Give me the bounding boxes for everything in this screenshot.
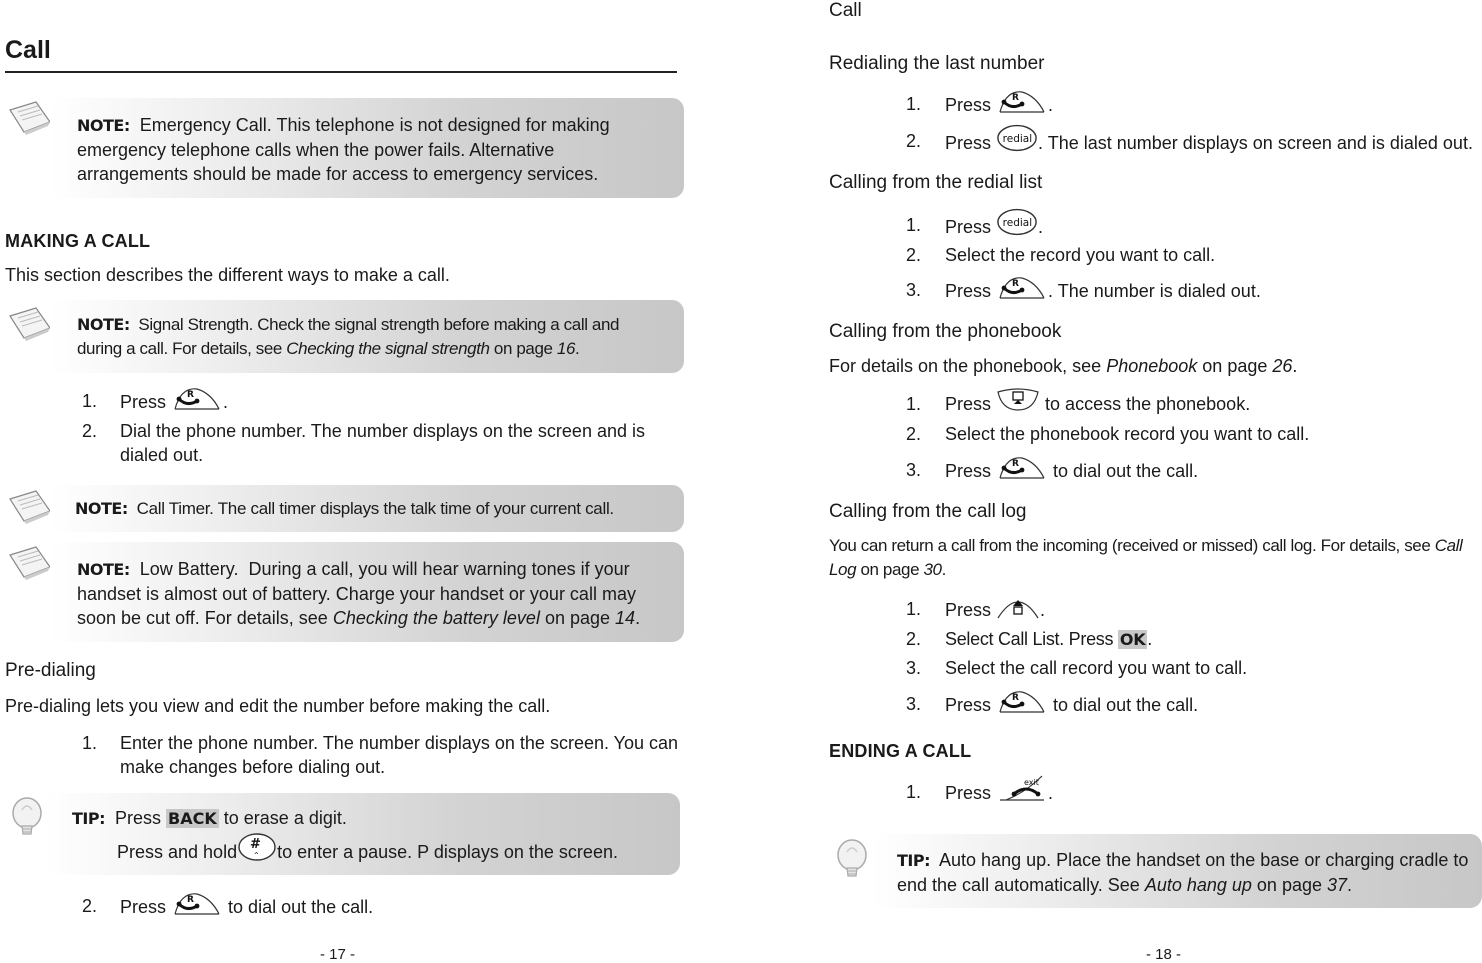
tip-body-b: on page: [1251, 875, 1327, 895]
step-after: .: [1048, 782, 1054, 803]
note-paper-icon: [6, 489, 52, 525]
intro-page: 26: [1272, 356, 1293, 376]
step-number: 2.: [82, 896, 98, 916]
step-text-a: Select: [945, 629, 998, 649]
step-number: 3.: [906, 694, 922, 714]
note-body: During a call, you will hear warning tones if your handset is almost out of battery. Charge your handset or your call may soon be cut off. For details, see: [77, 559, 636, 628]
intro-end: .: [941, 560, 946, 579]
step-after: to dial out the call.: [1053, 694, 1199, 715]
step-after: to dial out the call.: [228, 896, 374, 917]
step-number: 3.: [906, 280, 922, 300]
page-title: Call: [5, 36, 51, 64]
tip-rest: to erase a digit.: [223, 808, 347, 828]
lightbulb-icon: [835, 838, 869, 882]
step-after: . The last number displays on screen and is dialed out.: [1038, 132, 1473, 153]
step-press-phonebook: [945, 392, 1250, 417]
tip-term: Auto hang up: [939, 850, 1047, 870]
step-number: 2.: [82, 421, 98, 441]
step-select-call-list: [945, 627, 1152, 652]
tip-press: Press: [115, 808, 162, 828]
step-number: 2.: [906, 245, 922, 265]
hash-key-icon: [237, 832, 277, 862]
talk-key-icon: [996, 688, 1048, 716]
step-number: 1.: [906, 599, 922, 619]
step-select-phonebook-record: Select the phonebook record you want to call.: [945, 424, 1310, 444]
calllog-intro: [829, 534, 1479, 582]
note-term: Emergency Call.: [139, 115, 272, 135]
note-body-b: on page: [489, 339, 557, 358]
step-dial: Dial the phone number. The number displays on the screen and is dialed out.: [120, 421, 645, 465]
back-key-label: BACK: [168, 809, 217, 828]
intro-b: on page: [856, 560, 924, 579]
step-text: Press: [945, 782, 992, 803]
note-page: 14: [615, 608, 636, 628]
step-press-talk: [945, 692, 1198, 720]
making-intro: This section describes the different ways to make a call.: [5, 265, 450, 285]
talk-key-icon: [171, 890, 223, 918]
section-title-making-a-call: MAKING A CALL: [5, 231, 151, 251]
tip-body-a: . Place the handset on the base or charging cradle to end the call automatically. See: [897, 850, 1469, 895]
tip-end: .: [1347, 875, 1353, 895]
tip-line2-b: to enter a pause. P displays on the screen.: [277, 841, 618, 862]
step-text: Press: [945, 460, 992, 481]
note-end: .: [575, 339, 580, 358]
intro-end: .: [1292, 356, 1298, 376]
talk-key-icon: [996, 274, 1048, 302]
step-number: 1.: [906, 394, 922, 414]
step-text: Press: [945, 694, 992, 715]
step-after: . The number is dialed out.: [1048, 280, 1261, 301]
page-number: - 18 -: [1146, 946, 1182, 963]
intro-page: 30: [923, 560, 942, 579]
phonebook-intro: [829, 354, 1297, 378]
step-number: 1.: [906, 215, 922, 235]
step-press-nav-up: [945, 597, 1045, 625]
section-title-phonebook: Calling from the phonebook: [829, 321, 1062, 342]
note-paper-icon: [6, 545, 52, 581]
exit-key-icon: [996, 774, 1048, 802]
note-paper-icon: [6, 306, 52, 342]
note-label: NOTE:: [77, 315, 130, 334]
intro-a: For details on the phonebook, see: [829, 356, 1107, 376]
section-title-ending-a-call: ENDING A CALL: [829, 741, 972, 761]
section-title-call-log: Calling from the call log: [829, 501, 1027, 522]
redial-key-icon: [996, 207, 1038, 237]
running-header: Call: [829, 0, 862, 21]
talk-key-icon: [171, 385, 223, 413]
step-press-talk: [945, 458, 1198, 486]
note-label: NOTE:: [77, 116, 130, 135]
step-after: .: [223, 391, 229, 412]
note-timer: [75, 497, 675, 521]
title-divider: [5, 71, 677, 73]
step-number: 1.: [82, 733, 98, 753]
note-body: The call timer displays the talk time of your current call.: [217, 499, 614, 518]
step-press-exit: [945, 780, 1053, 808]
step-press-talk: [120, 389, 228, 417]
note-paper-icon: [6, 100, 52, 136]
step-select-record: Select the record you want to call.: [945, 245, 1216, 265]
note-emergency: [77, 113, 647, 186]
step-press-dial-out: [120, 894, 373, 922]
tip-label: TIP:: [72, 809, 105, 828]
intro-b: on page: [1197, 356, 1273, 376]
step-end: .: [1147, 629, 1152, 649]
intro-ref: Call Log: [829, 536, 1463, 579]
section-title-pre-dialing: Pre-dialing: [5, 660, 96, 681]
step-after: to access the phonebook.: [1045, 394, 1251, 414]
note-end: .: [635, 608, 641, 628]
talk-key-icon: [996, 454, 1048, 482]
step-number: 3.: [906, 658, 922, 678]
step-press-redial: [945, 129, 1482, 159]
redial-key-icon: [996, 123, 1038, 153]
note-signal: [77, 313, 667, 361]
menu-item-call-list: Call List: [997, 629, 1060, 649]
intro-a: You can return a call from the incoming (received or missed) call log. For details, see: [829, 536, 1435, 555]
phonebook-key-icon: [996, 388, 1040, 412]
step-text: Press: [945, 216, 992, 237]
section-title-redial-last: Redialing the last number: [829, 53, 1045, 74]
step-number: 2.: [906, 131, 922, 151]
step-text: Press: [120, 391, 167, 412]
tip-back-line2: [117, 838, 677, 868]
note-body: This telephone is not designed for making emergency telephone calls when the power fails. Alternative arrangements should be made for access to emergency services.: [77, 115, 610, 184]
tip-label: TIP:: [897, 851, 930, 870]
note-battery: [77, 557, 667, 630]
step-press-talk: [945, 278, 1261, 306]
note-body: . Check the signal strength before making a call and during a call. For details, see: [77, 315, 620, 358]
note-ref: Checking the signal strength: [286, 339, 490, 358]
step-select-call-record: Select the call record you want to call.: [945, 658, 1248, 678]
note-label: NOTE:: [77, 560, 130, 579]
step-text: Press: [945, 394, 992, 414]
step-number: 2.: [906, 424, 922, 444]
lightbulb-icon: [10, 796, 44, 840]
step-text: Press: [945, 94, 992, 115]
step-text: Press: [120, 896, 167, 917]
step-text: Press: [945, 280, 992, 301]
step-after: .: [1038, 216, 1044, 237]
step-press-redial: [945, 213, 1043, 243]
step-text-b: . Press: [1059, 629, 1118, 649]
step-number: 1.: [82, 391, 98, 411]
note-label: NOTE:: [75, 499, 128, 518]
section-title-redial-list: Calling from the redial list: [829, 172, 1043, 193]
step-after: .: [1048, 94, 1054, 115]
step-after: to dial out the call.: [1053, 460, 1199, 481]
step-number: 1.: [906, 782, 922, 802]
page-number: - 17 -: [320, 946, 356, 963]
note-ref: Checking the battery level: [332, 608, 540, 628]
step-number: 3.: [906, 460, 922, 480]
ok-key-label: OK: [1119, 630, 1146, 649]
step-press-talk: [945, 92, 1053, 120]
intro-ref: Phonebook: [1106, 356, 1198, 376]
step-text: Press: [945, 599, 992, 620]
step-number: 2.: [906, 629, 922, 649]
tip-page: 37: [1327, 875, 1348, 895]
note-term: Signal Strength: [138, 315, 249, 334]
step-enter-number: Enter the phone number. The number displays on the screen. You can make changes before dialing out.: [120, 733, 679, 777]
note-body-b: on page: [539, 608, 616, 628]
tip-line2-a: Press and hold: [117, 841, 238, 862]
step-after: .: [1040, 599, 1046, 620]
step-text: Press: [945, 132, 992, 153]
nav-up-key-icon: [996, 592, 1040, 620]
predial-intro: Pre-dialing lets you view and edit the number before making the call.: [5, 696, 551, 716]
note-term: Low Battery.: [139, 559, 239, 579]
tip-ref: Auto hang up: [1144, 875, 1252, 895]
tip-autohang: [897, 848, 1472, 897]
step-number: 1.: [906, 94, 922, 114]
talk-key-icon: [996, 88, 1048, 116]
note-term: Call Timer.: [136, 499, 214, 518]
note-page: 16: [556, 339, 576, 358]
tip-back: [72, 806, 672, 831]
